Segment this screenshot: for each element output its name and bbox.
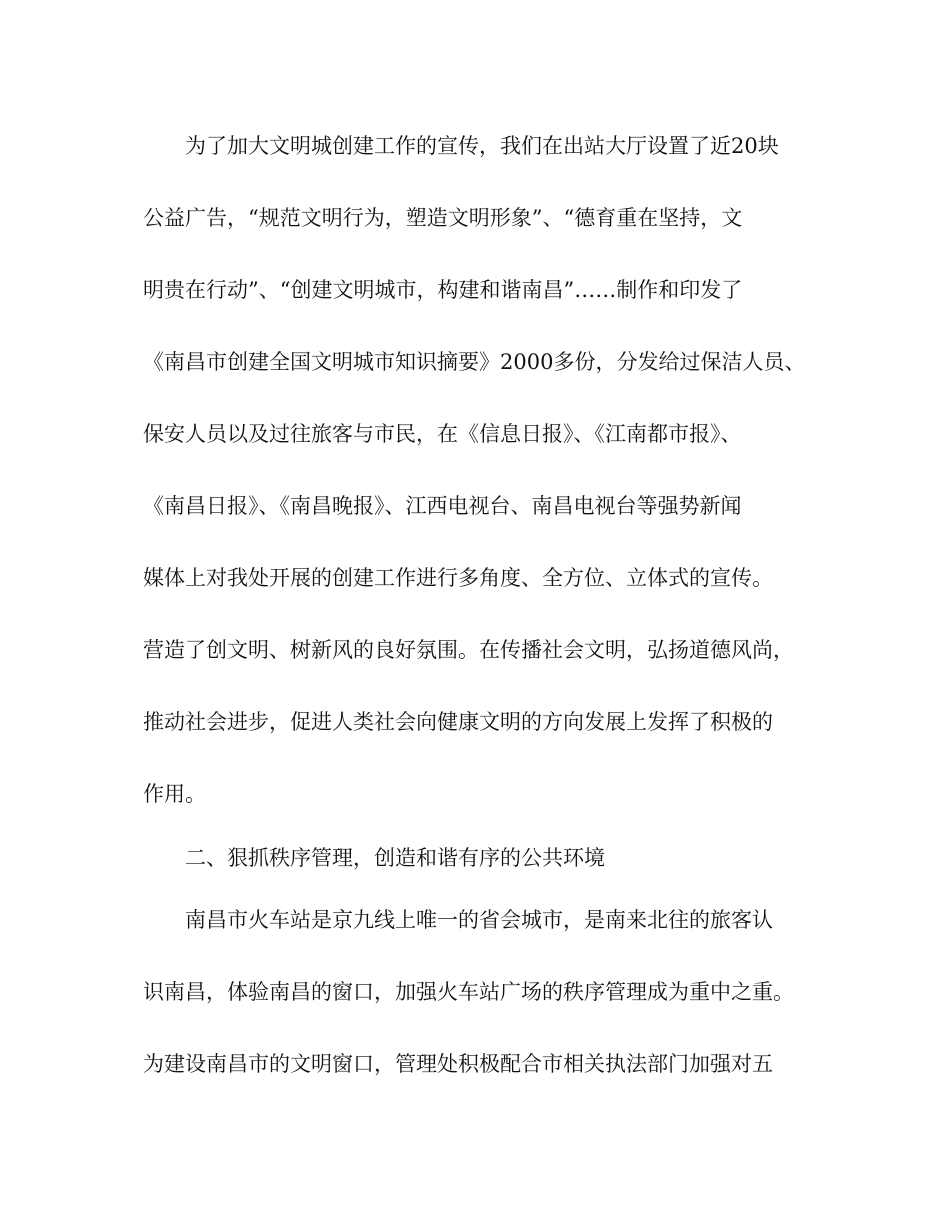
paragraph-line: 《南昌市创建全国文明城市知识摘要》2000多份，分发给过保洁人员、 — [143, 350, 806, 374]
paragraph-line: 营造了创文明、树新风的良好氛围。在传播社会文明，弘扬道德风尚， — [143, 638, 794, 662]
paragraph-line: 公益广告，“规范文明行为，塑造文明形象”、“德育重在坚持，文 — [143, 206, 743, 230]
section-heading: 二、狠抓秩序管理，创造和谐有序的公共环境 — [185, 846, 605, 870]
paragraph-line: 作用。 — [143, 782, 206, 806]
paragraph-line: 《南昌日报》、《南昌晚报》、江西电视台、南昌电视台等强势新闻 — [143, 494, 742, 518]
paragraph-line: 识南昌，体验南昌的窗口，加强火车站广场的秩序管理成为重中之重。 — [143, 980, 794, 1004]
paragraph-line: 推动社会进步，促进人类社会向健康文明的方向发展上发挥了积极的 — [143, 710, 773, 734]
paragraph-line: 媒体上对我处开展的创建工作进行多角度、全方位、立体式的宣传。 — [143, 566, 773, 590]
paragraph-line: 为了加大文明城创建工作的宣传，我们在出站大厅设置了近20块 — [185, 134, 779, 158]
paragraph-line: 保安人员以及过往旅客与市民，在《信息日报》、《江南都市报》、 — [143, 422, 742, 446]
paragraph-line: 南昌市火车站是京九线上唯一的省会城市，是南来北往的旅客认 — [185, 908, 773, 932]
paragraph-line: 为建设南昌市的文明窗口，管理处积极配合市相关执法部门加强对五 — [143, 1052, 773, 1076]
paragraph-line: 明贵在行动”、“创建文明城市，构建和谐南昌”……制作和印发了 — [143, 278, 743, 302]
